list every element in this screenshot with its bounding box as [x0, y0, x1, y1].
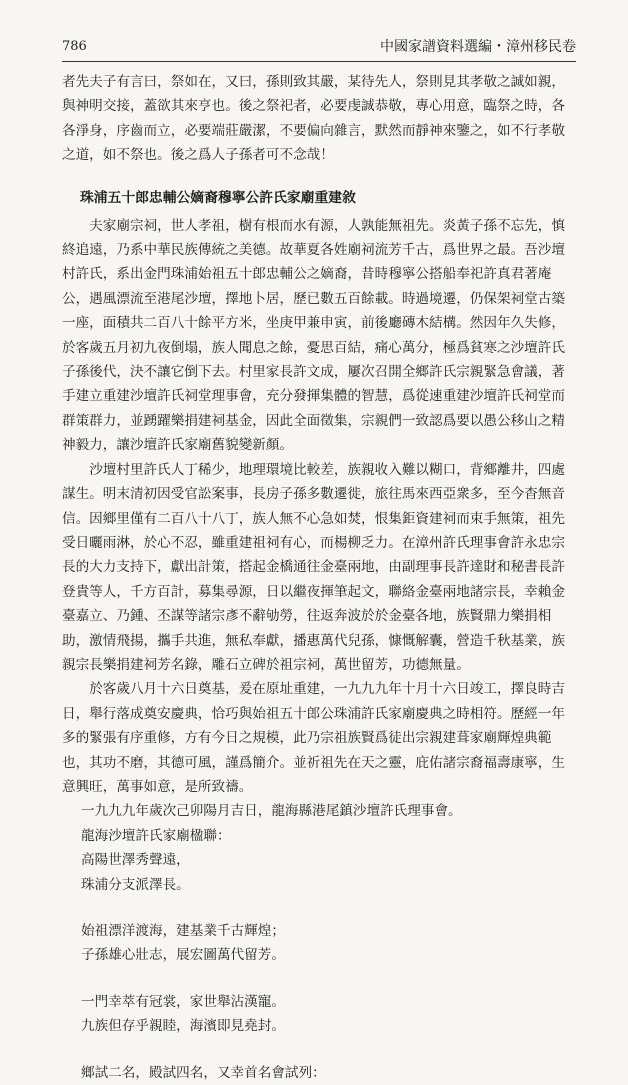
page-number: 786 — [62, 39, 87, 54]
couplet-line: 子孫雄心壯志，展宏圖萬代留芳。 — [81, 947, 285, 964]
couplet-line: 九族但存乎親睦，海濱即見堯封。 — [81, 1018, 285, 1035]
spacer — [62, 1039, 576, 1061]
page-body — [62, 70, 576, 1085]
signature-line: 一九九九年歲次己卯陽月吉日，龍海縣港尾鎮沙壇許氏理事會。 — [81, 803, 462, 820]
spacer — [62, 897, 576, 919]
section-heading: 珠浦五十郎忠輔公嫡裔穆寧公許氏家廟重建敘 — [79, 189, 356, 206]
spacer — [62, 968, 576, 990]
body-paragraph: 於客歲八月十六日奠基，爰在原址重建，一九九九年十月十六日竣工，擇良時吉日，舉行落成奠安慶典，恰巧與始祖五十郎公珠浦許氏家廟慶典之時相符。歷經一年多的緊張有序重修，方有今日之規模，此乃宗祖族賢爲徒出宗親建葺家廟輝煌典範也，其功不磨，其德可風，謹爲簡介。並祈祖先在天之靈，庇佑諸宗裔福壽康寧，生意興旺，萬事如意，是所致禱。 — [62, 681, 565, 795]
body-paragraph: 沙壇村里許氏人丁稀少，地理環境比較差，族親收入難以糊口，背鄉離井，四處謀生。明末清初因受官訟案事，長房子孫多數遷徙，旅往馬來西亞衆多，至今杳無音信。因鄉里僅有二百八十八丁，族人無不心急如焚，恨集鉅資建祠而束手無策，祖先受日曬雨淋，於心不忍，雖重建祖祠有心，而楊柳乏力。在漳州許氏理事會許永忠宗長的大力支持下，獻出計策，搭起金橋通往金臺兩地，由副理事長許達財和秘書長許登貴等人，千方百計，募集尋源，日以繼夜揮筆起文，聯絡金臺兩地諸宗長，幸賴金臺嘉立、乃鍾、丕謀等諸宗彥不辭劬勞，往返奔波於於金臺各地，族賢鼎力樂捐相助，激情飛揚，攜手共進，無私奉獻，播惠萬代兒孫，慷慨解囊，營造千秋基業，族親宗長樂捐建祠芳名錄，雕石立碑於祖宗祠，萬世留芳，功德無量。 — [62, 461, 565, 673]
final-line: 鄉試二名，殿試四名，又幸首名會試列： — [81, 1064, 326, 1081]
couplet-line: 珠浦分支派澤長。 — [81, 876, 190, 893]
page-header — [62, 36, 576, 58]
couplet-intro: 龍海沙壇許氏家廟楹聯： — [81, 827, 231, 844]
couplet-line: 高陽世澤秀聲遠， — [81, 852, 190, 869]
intro-paragraph: 者先夫子有言曰，祭如在，又曰，孫則致其嚴，某待先人，祭則見其孝敬之誠如親，與神明交接，蓋欲其來亨也。後之祭祀者，必要虔誠恭敬，專心用意，臨祭之時，各各淨身，序齒而立，必要端莊嚴潔，不要偏向雜言，默然而靜神來鑒之，如不行孝敬之道，如不祭也。後之爲人子孫者可不念哉！ — [62, 74, 565, 164]
header-rule — [62, 61, 576, 62]
couplet-line: 始祖漂洋渡海，建基業千古輝煌； — [81, 923, 285, 939]
running-title: 中國家譜資料選編・漳州移民卷 — [380, 39, 576, 55]
couplet-line: 一門幸萃有冠裳，家世舉沾漢寵。 — [81, 993, 285, 1010]
body-paragraph: 夫家廟宗祠，世人孝祖，樹有根而水有源，人孰能無祖先。炎黃子孫不忘先，慎終追遠，乃系中華民族傳統之美德。故華夏各姓廟祠流芳千古，爲世界之最。吾沙壇村許氏，系出金門珠浦始祖五十郎忠輔公之嫡裔，昔時穆寧公搭船奉祀許真君著庵公，遇風漂流至港尾沙壇，擇地卜居，歷已數五百餘載。時過境遷，仍保架祠堂古築一座，面積共二百八十餘平方米，坐庚甲兼申寅，前後廳磚木結構。然因年久失修，於客歲五月初九夜倒塌，族人聞息之餘，憂思百結，痛心萬分，極爲貧寒之沙壇許氏子孫後代，決不讓它倒下去。村里家長許文成，屢次召開全鄉許氏宗親緊急會議，著手建立重建沙壇許氏祠堂理事會，充分發揮集體的智慧，爲從速重建沙壇許氏祠堂而群策群力，並踴躍樂捐建祠基金，因此全面徵集，宗親們一致認爲要以愚公移山之精神毅力，讓沙壇許氏家廟舊貌變新顏。 — [62, 217, 565, 454]
